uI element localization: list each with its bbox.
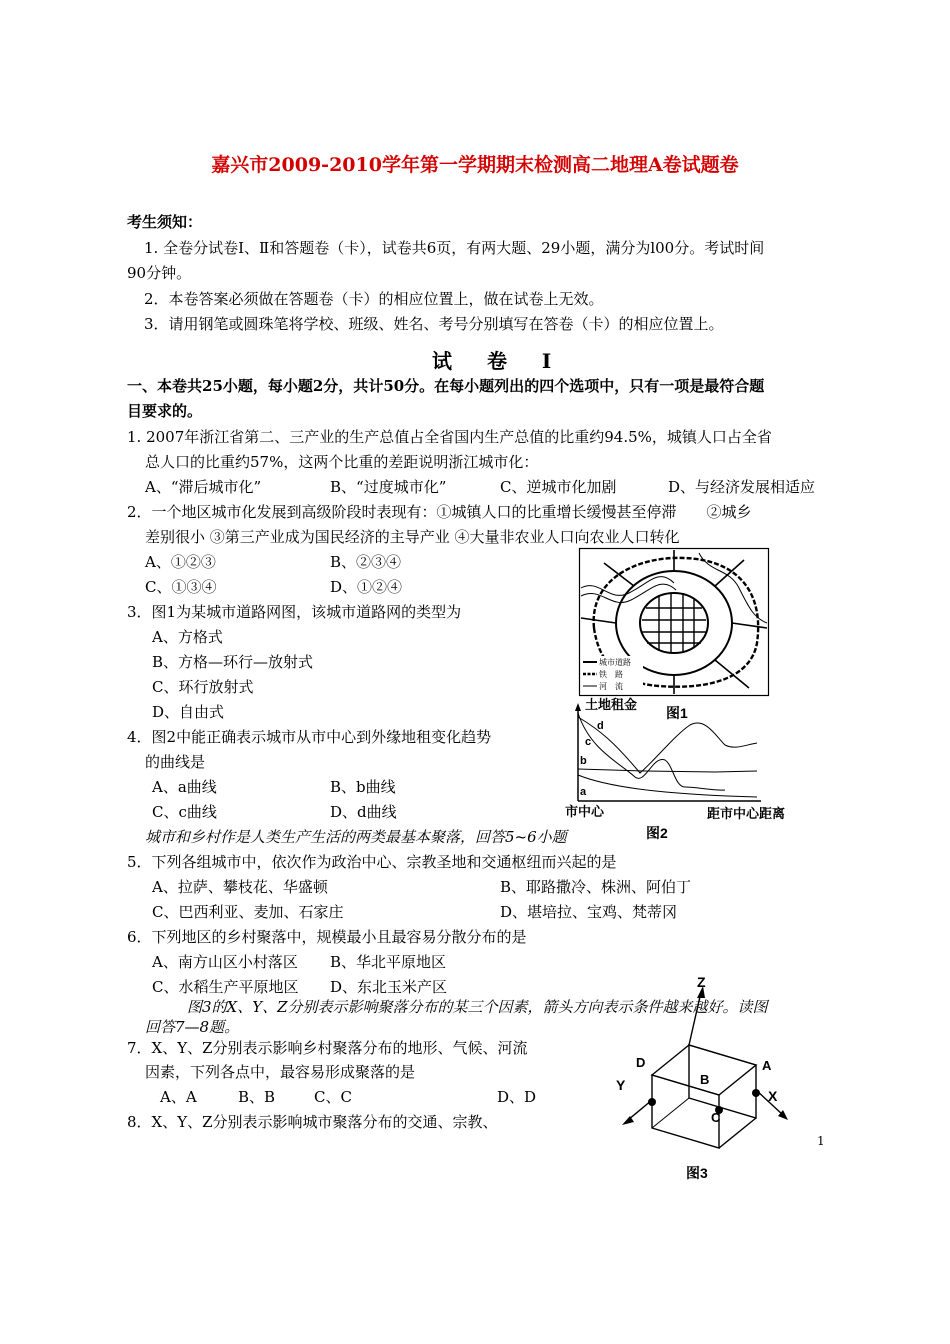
figure-1-caption: 图1 bbox=[666, 705, 688, 721]
part1-instruction: 一、本卷共25小题，每小题2分，共计50分。在每小题列出的四个选项中，只有一项是最符合题 bbox=[127, 377, 765, 395]
question-2: 差别很小 ③第三产业成为国民经济的主导产业 ④大量非农业人口向农业人口转化 bbox=[145, 528, 680, 546]
section-title: 试 卷 Ⅰ bbox=[432, 349, 566, 373]
q7-option-c[interactable]: C、C bbox=[314, 1088, 352, 1106]
intro-5-6: 城市和乡村作是人类生产生活的两类最基本聚落，回答5~6小题 bbox=[145, 828, 567, 846]
question-8: 8．X、Y、Z分别表示影响城市聚落分布的交通、宗教、 bbox=[127, 1113, 498, 1131]
fig1-legend-road: 城市道路 bbox=[599, 658, 631, 667]
q1-option-d[interactable]: D、与经济发展相适应 bbox=[668, 478, 816, 496]
page-number: 1 bbox=[817, 1134, 825, 1148]
question-1: 总人口的比重约57%，这两个比重的差距说明浙江城市化： bbox=[145, 453, 539, 471]
fig2-label-b: b bbox=[580, 755, 587, 767]
q6-option-b[interactable]: B、华北平原地区 bbox=[330, 953, 447, 971]
fig2-xlabel: 距市中心距离 bbox=[707, 806, 786, 821]
q4-option-d[interactable]: D、d曲线 bbox=[330, 803, 397, 821]
q4-option-a[interactable]: A、a曲线 bbox=[152, 778, 217, 796]
q5-option-a[interactable]: A、拉萨、攀枝花、华盛顿 bbox=[152, 878, 328, 896]
question-5: 5．下列各组城市中，依次作为政治中心、宗教圣地和交通枢纽而兴起的是 bbox=[127, 853, 617, 871]
q2-option-d[interactable]: D、①②④ bbox=[330, 578, 403, 596]
q2-option-b[interactable]: B、②③④ bbox=[330, 553, 402, 571]
fig3-point-dot bbox=[752, 1089, 760, 1097]
intro-7-8: 图3的X、Y、Z分别表示影响聚落分布的某三个因素，箭头方向表示条件越来越好。读图 bbox=[187, 998, 768, 1016]
q6-option-c[interactable]: C、水稻生产平原地区 bbox=[152, 978, 299, 996]
fig3-point-b: B bbox=[700, 1072, 710, 1087]
figure-3-caption: 图3 bbox=[686, 1165, 708, 1181]
fig1-legend-river: 河 流 bbox=[599, 682, 623, 691]
part1-instruction: 目要求的。 bbox=[127, 402, 203, 420]
figure-2-caption: 图2 bbox=[646, 825, 668, 841]
fig2-curve-b bbox=[578, 769, 757, 772]
intro-7-8: 回答7—8题。 bbox=[145, 1018, 240, 1036]
question-2: 2．一个地区城市化发展到高级阶段时表现有：①城镇人口的比重增长缓慢甚至停滞 ②城乡 bbox=[127, 503, 752, 521]
q5-option-c[interactable]: C、巴西利亚、麦加、石家庄 bbox=[152, 903, 344, 921]
fig3-point-a: A bbox=[762, 1058, 772, 1073]
q2-option-a[interactable]: A、①②③ bbox=[145, 553, 216, 571]
page-title: 嘉兴市2009-2010学年第一学期期末检测高二地理A卷试题卷 bbox=[211, 154, 739, 176]
q7-option-d[interactable]: D、D bbox=[497, 1088, 537, 1106]
q7-option-b[interactable]: B、B bbox=[238, 1088, 276, 1106]
question-3: 3．图1为某城市道路网图，该城市道路网的类型为 bbox=[127, 603, 462, 621]
fig2-curve-a bbox=[578, 775, 757, 797]
notice-item: 1. 全卷分试卷Ⅰ、Ⅱ和答题卷（卡），试卷共6页，有两大题、29小题，满分为l00分。考试时间 bbox=[144, 239, 765, 257]
figure-1-road-map bbox=[579, 548, 769, 696]
q1-option-c[interactable]: C、逆城市化加剧 bbox=[500, 478, 617, 496]
fig3-axis-z: Z bbox=[697, 974, 706, 990]
fig3-axis-y: Y bbox=[616, 1077, 626, 1093]
q3-option-b[interactable]: B、方格—环行—放射式 bbox=[152, 653, 314, 671]
q1-option-a[interactable]: A、“滞后城市化” bbox=[145, 478, 262, 496]
figure-2-rent-chart bbox=[565, 695, 795, 825]
fig2-ylabel: 土地租金 bbox=[585, 697, 638, 712]
question-4: 4．图2中能正确表示城市从市中心到外缘地租变化趋势 bbox=[127, 728, 492, 746]
fig2-label-c: c bbox=[585, 736, 592, 748]
question-7: 因素，下列各点中，最容易形成聚落的是 bbox=[145, 1063, 416, 1081]
question-1: 1. 2007年浙江省第二、三产业的生产总值占全省国内生产总值的比重约94.5%，城镇人口占全省 bbox=[127, 428, 772, 446]
figure-3-cube bbox=[600, 970, 830, 1155]
q6-option-d[interactable]: D、东北玉米产区 bbox=[330, 978, 448, 996]
fig3-point-dot bbox=[648, 1098, 656, 1106]
q6-option-a[interactable]: A、南方山区小村落区 bbox=[152, 953, 298, 971]
question-7: 7．X、Y、Z分别表示影响乡村聚落分布的地形、气候、河流 bbox=[127, 1039, 528, 1057]
q4-option-b[interactable]: B、b曲线 bbox=[330, 778, 396, 796]
fig3-point-d: D bbox=[636, 1055, 646, 1070]
fig2-curve-d bbox=[578, 717, 757, 773]
notice-item: 90分钟。 bbox=[127, 264, 192, 282]
notice-heading: 考生须知： bbox=[127, 213, 203, 231]
notice-item: 2．本卷答案必须做在答题卷（卡）的相应位置上，做在试卷上无效。 bbox=[144, 290, 604, 308]
notice-item: 3．请用钢笔或圆珠笔将学校、班级、姓名、考号分别填写在答卷（卡）的相应位置上。 bbox=[144, 315, 724, 333]
q1-option-b[interactable]: B、“过度城市化” bbox=[330, 478, 447, 496]
fig2-label-a: a bbox=[580, 786, 587, 798]
q5-option-d[interactable]: D、堪培拉、宝鸡、梵蒂冈 bbox=[500, 903, 678, 921]
q4-option-c[interactable]: C、c曲线 bbox=[152, 803, 217, 821]
fig1-legend-railway: 铁 路 bbox=[599, 670, 623, 679]
fig2-label-d: d bbox=[597, 720, 604, 732]
q3-option-c[interactable]: C、环行放射式 bbox=[152, 678, 254, 696]
q2-option-c[interactable]: C、①③④ bbox=[145, 578, 217, 596]
q5-option-b[interactable]: B、耶路撒冷、株洲、阿伯丁 bbox=[500, 878, 692, 896]
fig2-origin-label: 市中心 bbox=[565, 804, 605, 819]
q7-option-a[interactable]: A、A bbox=[160, 1088, 197, 1106]
q3-option-a[interactable]: A、方格式 bbox=[152, 628, 223, 646]
fig3-point-c: C bbox=[711, 1110, 721, 1125]
question-4: 的曲线是 bbox=[145, 753, 206, 771]
fig3-axis-x: X bbox=[768, 1088, 778, 1104]
q3-option-d[interactable]: D、自由式 bbox=[152, 703, 225, 721]
question-6: 6．下列地区的乡村聚落中，规模最小且最容易分散分布的是 bbox=[127, 928, 527, 946]
